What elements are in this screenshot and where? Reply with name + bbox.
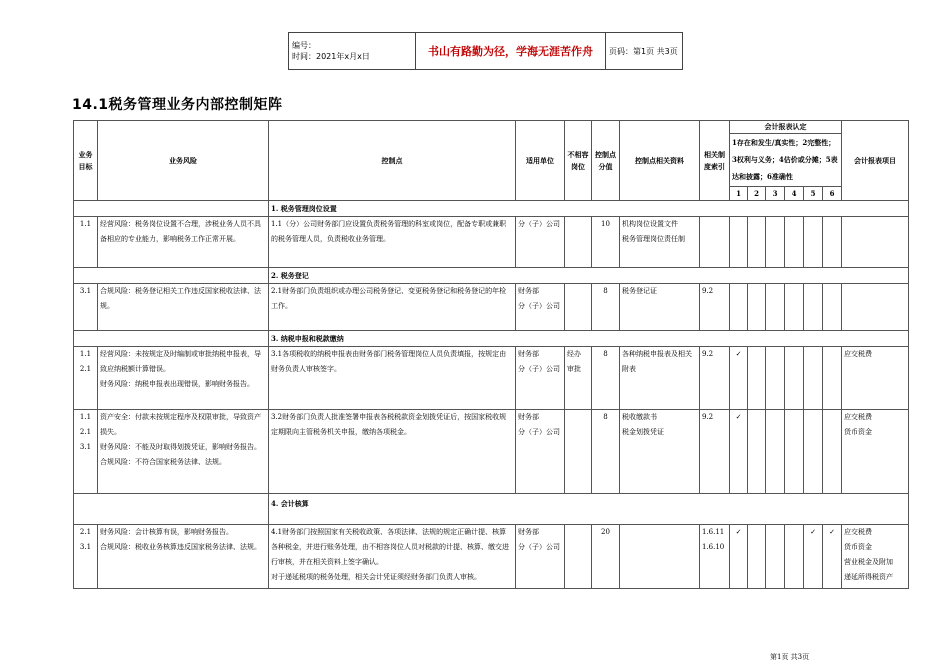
assertion-1: 1 <box>730 187 748 201</box>
cell-materials: 税务登记证 <box>620 284 700 331</box>
section-row <box>74 494 909 525</box>
cell-unit: 财务部 分（子）公司 <box>516 284 565 331</box>
section-title: 2. 税务登记 <box>269 268 909 284</box>
cell-unit: 财务部 分（子）公司 <box>516 347 565 410</box>
col-risk: 业务风险 <box>98 121 269 201</box>
page-title: 14.1税务管理业务内部控制矩阵 <box>72 97 283 113</box>
cell-items <box>842 284 909 331</box>
table-row <box>74 284 909 331</box>
cell-incompatible <box>565 284 592 331</box>
cell-goal: 2.1 3.1 <box>74 525 98 589</box>
cell-score: 8 <box>592 284 620 331</box>
page-info: 页码：第1页 共3页 <box>606 33 683 70</box>
col-control: 控制点 <box>269 121 516 201</box>
document-header <box>288 32 683 70</box>
cell-control: 2.1财务部门负责组织或办理公司税务登记、变更税务登记和税务登记的年检工作。 <box>269 284 516 331</box>
section-title: 1. 税务管理岗位设置 <box>269 201 909 217</box>
time-label: 时间：2021年x月x日 <box>292 52 370 61</box>
assertion-2: 2 <box>748 187 766 201</box>
section-title: 3. 纳税申报和税款缴纳 <box>269 331 909 347</box>
cell-incompatible <box>565 217 592 268</box>
cell-incompatible <box>565 410 592 494</box>
section-row <box>74 201 909 217</box>
col-unit: 适用单位 <box>516 121 565 201</box>
check-mark: ✓ <box>730 410 748 494</box>
cell-index: 9.2 <box>700 284 730 331</box>
cell-risk: 经营风险：未按规定及时编制或审批纳税申报表，导致应纳税额计算错误。 财务风险：纳税申报表出现错误，影响财务报告。 <box>98 347 269 410</box>
cell-control: 3.2财务部门负责人批准签署申报表各税税款资金划拨凭证后，按国家税收规定期限向主管税务机关申报，缴纳各项税金。 <box>269 410 516 494</box>
cell-score: 10 <box>592 217 620 268</box>
cell-risk: 经营风险：税务岗位设置不合理，涉税业务人员不具备相应的专业能力，影响税务工作正常开展。 <box>98 217 269 268</box>
col-audit: 会计报表认定 <box>730 121 842 134</box>
cell-materials: 各种纳税申报表及相关附表 <box>620 347 700 410</box>
cell-materials <box>620 525 700 589</box>
table-row <box>74 525 909 589</box>
cell-control: 3.1各项税收的纳税申报表由财务部门税务管理岗位人员负责填报，按规定由财务负责人审核签字。 <box>269 347 516 410</box>
section-row <box>74 331 909 347</box>
audit-description: 1存在和发生/真实性；2完整性；3权利与义务；4估价或分摊；5表达和披露；6准确性 <box>730 134 842 187</box>
col-items: 会计报表项目 <box>842 121 909 201</box>
cell-control: 1.1（分）公司财务部门应设置负责税务管理的科室或岗位，配备专职或兼职的税务管理人员，负责税收业务管理。 <box>269 217 516 268</box>
slogan: 书山有路勤为径，学海无涯苦作舟 <box>416 33 606 70</box>
cell-index: 9.2 <box>700 347 730 410</box>
table-header-row <box>74 121 909 134</box>
cell-goal: 1.1 2.1 3.1 <box>74 410 98 494</box>
cell-items: 应交税费 货币资金 <box>842 410 909 494</box>
cell-items: 应交税费 <box>842 347 909 410</box>
cell-materials: 税收缴款书 税金划拨凭证 <box>620 410 700 494</box>
control-matrix-table <box>73 120 909 589</box>
cell-incompatible: 经办 审批 <box>565 347 592 410</box>
assertion-6: 6 <box>823 187 842 201</box>
page-footer: 第1页 共3页 <box>770 653 810 661</box>
cell-goal: 1.1 <box>74 217 98 268</box>
cell-score: 20 <box>592 525 620 589</box>
cell-index <box>700 217 730 268</box>
cell-risk: 财务风险：会计核算有误，影响财务报告。 合规风险：税收业务核算违反国家税务法律、法规。 <box>98 525 269 589</box>
cell-items <box>842 217 909 268</box>
cell-score: 8 <box>592 410 620 494</box>
cell-score: 8 <box>592 347 620 410</box>
col-score: 控制点分值 <box>592 121 620 201</box>
check-mark: ✓ <box>730 347 748 410</box>
check-mark: ✓ <box>823 525 842 589</box>
cell-unit: 财务部 分（子）公司 <box>516 525 565 589</box>
cell-items: 应交税费 货币资金 营业税金及附加 递延所得税资产 <box>842 525 909 589</box>
cell-incompatible <box>565 525 592 589</box>
check-mark: ✓ <box>804 525 823 589</box>
header-meta <box>289 33 416 70</box>
table-row <box>74 347 909 410</box>
cell-index: 1.6.11 1.6.10 <box>700 525 730 589</box>
table-row <box>74 217 909 268</box>
cell-goal: 3.1 <box>74 284 98 331</box>
section-row <box>74 268 909 284</box>
cell-unit: 分（子）公司 <box>516 217 565 268</box>
cell-risk: 资产安全：付款未按规定程序及权限审批，导致资产损失。 财务风险：不能及时取得划拨凭证，影响财务报告。 合规风险：不符合国家税务法律、法规。 <box>98 410 269 494</box>
assertion-5: 5 <box>804 187 823 201</box>
cell-index: 9.2 <box>700 410 730 494</box>
check-mark: ✓ <box>730 525 748 589</box>
section-title: 4. 会计核算 <box>269 494 909 525</box>
cell-unit: 财务部 分（子）公司 <box>516 410 565 494</box>
cell-goal: 1.1 2.1 <box>74 347 98 410</box>
col-incompatible: 不相容岗位 <box>565 121 592 201</box>
assertion-4: 4 <box>785 187 804 201</box>
assertion-3: 3 <box>766 187 785 201</box>
cell-risk: 合规风险：税务登记相关工作违反国家税收法律、法规。 <box>98 284 269 331</box>
col-index: 相关制度索引 <box>700 121 730 201</box>
col-goal: 业务目标 <box>74 121 98 201</box>
col-materials: 控制点相关资料 <box>620 121 700 201</box>
table-row <box>74 410 909 494</box>
cell-materials: 机构岗位设置文件 税务管理岗位责任制 <box>620 217 700 268</box>
cell-control: 4.1财务部门按照国家有关税收政策、各项法律、法规的规定正确计提、核算各种税金，并进行账务处理，由不相容岗位人员对税款的计提、核算、缴交进行审核，并在相关资料上签字确认。 对于递延税项的税务处理，相关会计凭证须经财务部门负责人审核。 <box>269 525 516 589</box>
number-label: 编号： <box>292 41 316 50</box>
